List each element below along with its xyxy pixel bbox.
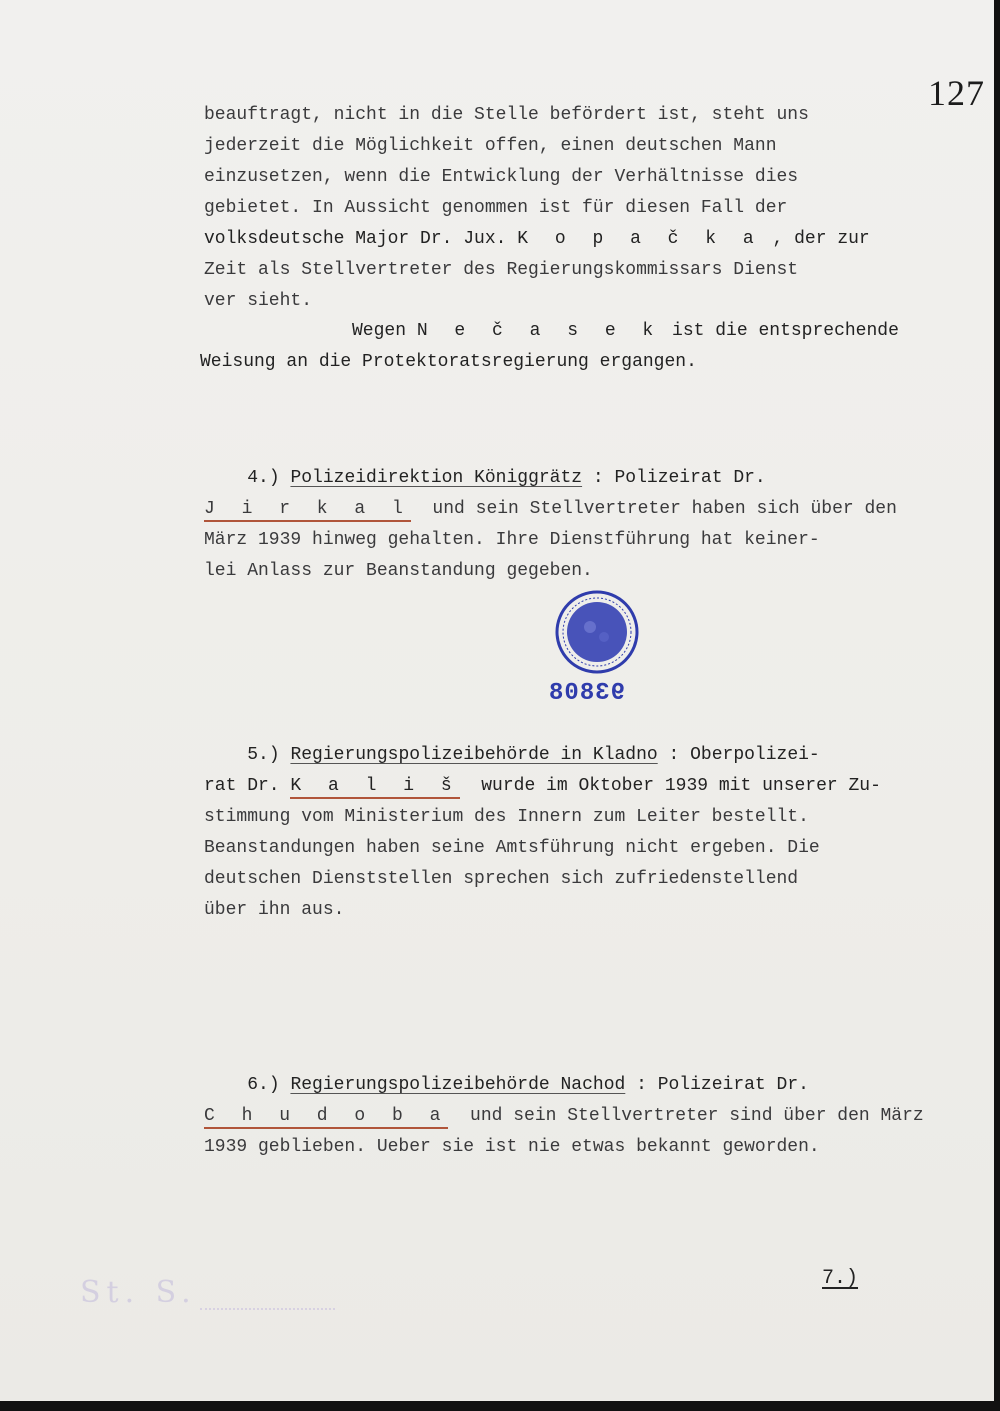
necasek-line (352, 316, 1000, 347)
section-heading: Regierungspolizeibehörde Nachod (290, 1075, 626, 1095)
section-6-name-line (204, 1101, 924, 1132)
section-5-heading-line (204, 740, 904, 771)
text-line: gebietet. In Aussicht genommen ist für diesen Fall der (204, 198, 788, 218)
section-number: 4.) (247, 468, 280, 488)
text-line: Zeit als Stellvertreter des Regierungskommissars Dienst (204, 260, 799, 280)
person-name-jirkal: J i r k a l (204, 499, 411, 522)
section-6-heading-line (204, 1070, 904, 1101)
text-segment: wurde im Oktober 1939 mit unserer Zu- (459, 776, 881, 796)
person-name-chudoba: C h u d o b a (204, 1106, 448, 1129)
text-line: deutschen Dienststellen sprechen sich zufriedenstellend (204, 869, 799, 889)
footer-stamp: St. S. (80, 1275, 197, 1310)
text-segment: , der zur (761, 229, 870, 249)
stamp-number: 93808 (548, 680, 626, 707)
text-line: März 1939 hinweg gehalten. Ihre Dienstführung hat keiner- (204, 530, 820, 550)
section-number: 5.) (247, 745, 280, 765)
text-line: einzusetzen, wenn die Entwicklung der Verhältnisse dies (204, 167, 799, 187)
text-line: jederzeit die Möglichkeit offen, einen deutschen Mann (204, 136, 777, 156)
section-4 (204, 463, 904, 587)
text-line: stimmung vom Ministerium des Innern zum Leiter bestellt. (204, 807, 809, 827)
text-segment: und sein Stellvertreter haben sich über den (410, 499, 897, 519)
text-segment: : Polizeirat Dr. (582, 468, 766, 488)
text-segment: rat Dr. (204, 776, 291, 796)
text-segment: : Polizeirat Dr. (625, 1075, 809, 1095)
section-6 (204, 1070, 924, 1163)
intro-paragraph (204, 100, 904, 317)
kopacka-line (204, 224, 904, 255)
person-name-necasek: N e č a s e k (416, 321, 662, 341)
section-heading: Polizeidirektion Königgrätz (290, 468, 583, 488)
text-segment: Wegen (352, 321, 417, 341)
scan-edge-right (994, 0, 1000, 1411)
text-segment: und sein Stellvertreter sind über den März (448, 1106, 924, 1126)
section-4-name-line (204, 494, 904, 525)
section-5 (204, 740, 904, 926)
footer-dotted-line (200, 1308, 335, 1310)
section-4-heading-line (204, 463, 904, 494)
section-heading: Regierungspolizeibehörde in Kladno (290, 745, 658, 765)
office-stamp-icon (554, 589, 640, 675)
page-number: 127 (928, 73, 985, 113)
text-line: über ihn aus. (204, 900, 345, 920)
text-line: 1939 geblieben. Ueber sie ist nie etwas bekannt geworden. (204, 1137, 820, 1157)
text-line: beauftragt, nicht in die Stelle befördert ist, steht uns (204, 105, 809, 125)
text-segment: ist die entsprechende (661, 321, 899, 341)
text-segment: volksdeutsche Major Dr. Jux. (204, 229, 518, 249)
person-name-kalis: K a l i š (290, 776, 459, 799)
person-name-kopacka: K o p a č k a (517, 229, 762, 249)
text-line: Beanstandungen haben seine Amtsführung nicht ergeben. Die (204, 838, 820, 858)
section-5-name-line (204, 771, 904, 802)
next-section-marker: 7.) (822, 1267, 859, 1290)
text-segment: : Oberpolizei- (657, 745, 820, 765)
text-line: ver sieht. (204, 291, 313, 311)
section-number: 6.) (247, 1075, 280, 1095)
weisung-line: Weisung an die Protektoratsregierung ergangen. (200, 352, 697, 372)
text-line: lei Anlass zur Beanstandung gegeben. (204, 561, 593, 581)
scan-edge-bottom (0, 1401, 1000, 1411)
